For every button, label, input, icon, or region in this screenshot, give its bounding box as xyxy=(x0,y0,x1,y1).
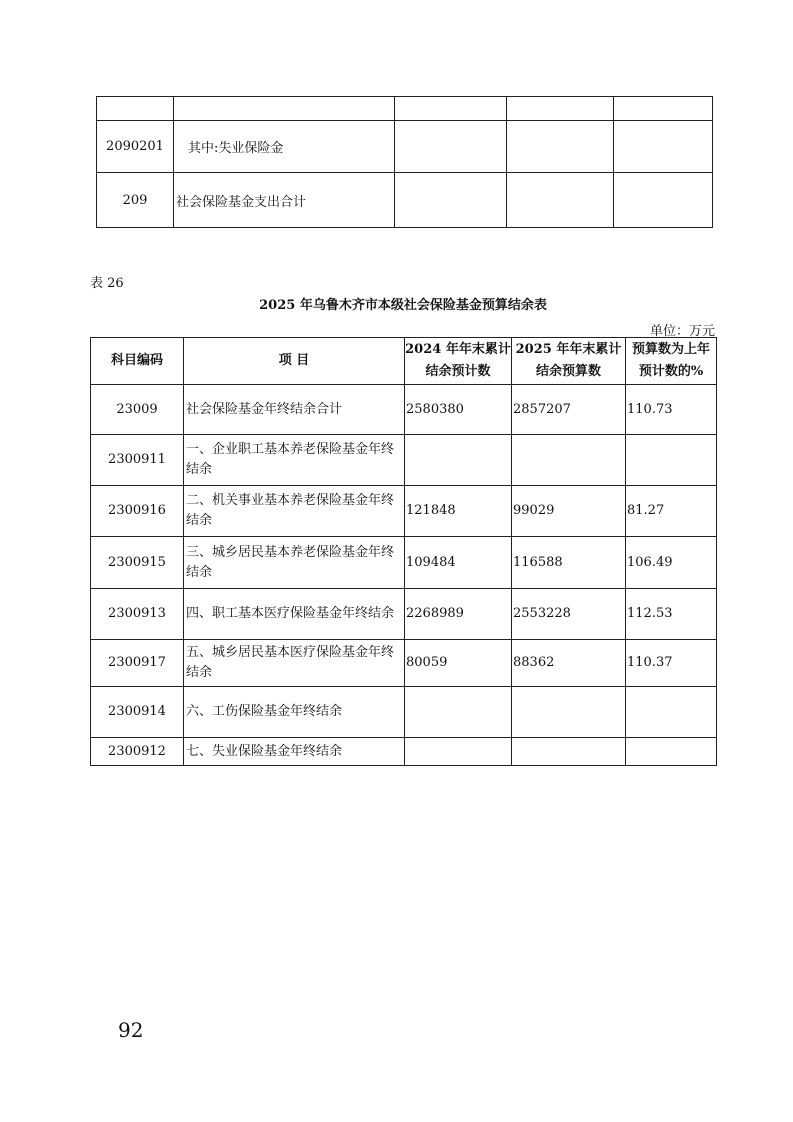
table-title: 2025 年乌鲁木齐市本级社会保险基金预算结余表 xyxy=(259,298,547,313)
header-2025-budget: 2025 年年末累计结余预算数 xyxy=(512,338,626,385)
row-2025-budget: 2553228 xyxy=(512,589,626,640)
row-code: 23009 xyxy=(91,385,184,435)
row-2025-budget: 116588 xyxy=(512,537,626,589)
row-ratio: 110.37 xyxy=(626,640,717,687)
row-name: 二、机关事业基本养老保险基金年终结余 xyxy=(184,486,405,537)
header-name: 项 目 xyxy=(184,338,405,385)
row-2025-budget: 88362 xyxy=(512,640,626,687)
fund-balance-table xyxy=(90,337,717,766)
row-ratio: 112.53 xyxy=(626,589,717,640)
row-name: 六、工伤保险基金年终结余 xyxy=(184,687,405,738)
row-name: 一、企业职工基本养老保险基金年终结余 xyxy=(184,435,405,486)
row-name: 其中:失业保险金 xyxy=(174,121,395,173)
row-value xyxy=(507,97,614,121)
row-code: 2300912 xyxy=(91,738,184,766)
row-name: 七、失业保险基金年终结余 xyxy=(184,738,405,766)
table-row xyxy=(97,97,713,121)
table-row xyxy=(97,173,713,228)
row-ratio xyxy=(626,738,717,766)
row-value xyxy=(614,97,713,121)
row-2025-budget xyxy=(512,738,626,766)
table-row xyxy=(91,385,717,435)
row-value xyxy=(614,173,713,228)
header-code: 科目编码 xyxy=(91,338,184,385)
table-row xyxy=(91,687,717,738)
row-name: 社会保险基金年终结余合计 xyxy=(184,385,405,435)
header-row xyxy=(91,338,717,385)
row-code: 2300917 xyxy=(91,640,184,687)
row-value xyxy=(395,121,507,173)
row-name: 三、城乡居民基本养老保险基金年终结余 xyxy=(184,537,405,589)
row-value xyxy=(507,173,614,228)
row-2025-budget: 99029 xyxy=(512,486,626,537)
row-value xyxy=(614,121,713,173)
page-number: 92 xyxy=(118,1018,144,1042)
row-code: 2300914 xyxy=(91,687,184,738)
row-code: 2300913 xyxy=(91,589,184,640)
table-row xyxy=(91,738,717,766)
row-ratio xyxy=(626,435,717,486)
row-2024-estimate: 121848 xyxy=(405,486,512,537)
row-2025-budget xyxy=(512,687,626,738)
expenditure-table-continuation xyxy=(96,96,713,228)
row-2025-budget xyxy=(512,435,626,486)
table-row xyxy=(97,121,713,173)
row-code: 209 xyxy=(97,173,174,228)
table-row xyxy=(91,435,717,486)
unit-label: 单位：万元 xyxy=(649,324,715,339)
row-ratio: 106.49 xyxy=(626,537,717,589)
header-2024-estimate: 2024 年年末累计结余预计数 xyxy=(405,338,512,385)
table-row xyxy=(91,537,717,589)
row-2025-budget: 2857207 xyxy=(512,385,626,435)
row-2024-estimate: 109484 xyxy=(405,537,512,589)
row-2024-estimate: 80059 xyxy=(405,640,512,687)
table-number-label: 表 26 xyxy=(90,276,124,291)
row-name: 五、城乡居民基本医疗保险基金年终结余 xyxy=(184,640,405,687)
row-2024-estimate xyxy=(405,738,512,766)
row-value xyxy=(395,173,507,228)
row-code: 2090201 xyxy=(97,121,174,173)
row-name xyxy=(174,97,395,121)
table-row xyxy=(91,640,717,687)
row-ratio: 81.27 xyxy=(626,486,717,537)
table-row xyxy=(91,486,717,537)
row-code: 2300916 xyxy=(91,486,184,537)
row-2024-estimate xyxy=(405,687,512,738)
row-code xyxy=(97,97,174,121)
row-name: 四、职工基本医疗保险基金年终结余 xyxy=(184,589,405,640)
row-2024-estimate: 2268989 xyxy=(405,589,512,640)
row-2024-estimate xyxy=(405,435,512,486)
row-value xyxy=(507,121,614,173)
header-ratio: 预算数为上年预计数的% xyxy=(626,338,717,385)
row-code: 2300911 xyxy=(91,435,184,486)
row-ratio: 110.73 xyxy=(626,385,717,435)
row-value xyxy=(395,97,507,121)
table-row xyxy=(91,589,717,640)
row-code: 2300915 xyxy=(91,537,184,589)
row-ratio xyxy=(626,687,717,738)
row-name: 社会保险基金支出合计 xyxy=(174,173,395,228)
row-2024-estimate: 2580380 xyxy=(405,385,512,435)
